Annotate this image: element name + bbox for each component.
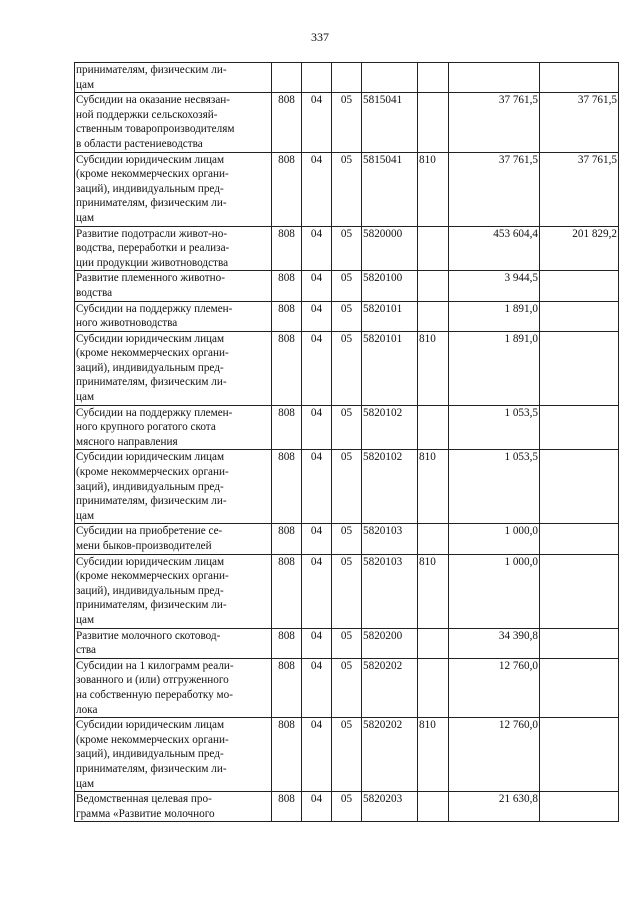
section-code-cell: 04	[302, 718, 332, 792]
expense-type-code-cell	[418, 792, 449, 822]
expense-type-code-cell	[418, 93, 449, 152]
item-name-cell: Развитие подотрасли живот-но- водства, переработки и реализа- ции продукции животноводства	[75, 226, 272, 271]
department-code-cell: 808	[272, 554, 302, 628]
table-row	[75, 301, 619, 331]
table-row	[75, 63, 619, 93]
subsection-code-cell: 05	[332, 301, 362, 331]
item-name-cell: Субсидии на поддержку племен- ного животноводства	[75, 301, 272, 331]
section-code-cell: 04	[302, 405, 332, 450]
department-code-cell: 808	[272, 628, 302, 658]
department-code-cell: 808	[272, 405, 302, 450]
department-code-cell: 808	[272, 152, 302, 226]
amount-federal-cell	[540, 524, 619, 554]
target-article-code-cell: 5820103	[362, 554, 418, 628]
department-code-cell: 808	[272, 331, 302, 405]
amount-total-cell: 12 760,0	[449, 718, 540, 792]
item-name-cell: Субсидии юридическим лицам (кроме некоммерческих органи- заций), индивидуальным пред- принимателям, физическим ли- цам	[75, 718, 272, 792]
item-name-cell: Субсидии на оказание несвязан- ной поддержки сельскохозяй- ственным товаропроизводителям в области растениеводства	[75, 93, 272, 152]
subsection-code-cell: 05	[332, 524, 362, 554]
amount-federal-cell	[540, 405, 619, 450]
item-name-cell: Ведомственная целевая про- грамма «Развитие молочного	[75, 792, 272, 822]
expense-type-code-cell: 810	[418, 554, 449, 628]
amount-federal-cell	[540, 792, 619, 822]
target-article-code-cell: 5820202	[362, 658, 418, 717]
subsection-code-cell: 05	[332, 331, 362, 405]
target-article-code-cell: 5820000	[362, 226, 418, 271]
amount-total-cell: 1 000,0	[449, 524, 540, 554]
section-code-cell: 04	[302, 450, 332, 524]
amount-total-cell: 12 760,0	[449, 658, 540, 717]
target-article-code-cell	[362, 63, 418, 93]
department-code-cell: 808	[272, 93, 302, 152]
target-article-code-cell: 5820103	[362, 524, 418, 554]
amount-total-cell: 1 000,0	[449, 554, 540, 628]
section-code-cell: 04	[302, 226, 332, 271]
table-row	[75, 718, 619, 792]
subsection-code-cell	[332, 63, 362, 93]
amount-federal-cell	[540, 301, 619, 331]
item-name-cell: Развитие молочного скотовод- ства	[75, 628, 272, 658]
item-name-cell: принимателям, физическим ли- цам	[75, 63, 272, 93]
budget-table-body	[75, 63, 619, 822]
target-article-code-cell: 5820102	[362, 405, 418, 450]
subsection-code-cell: 05	[332, 226, 362, 271]
department-code-cell: 808	[272, 792, 302, 822]
target-article-code-cell: 5820101	[362, 301, 418, 331]
department-code-cell: 808	[272, 718, 302, 792]
item-name-cell: Субсидии юридическим лицам (кроме некоммерческих органи- заций), индивидуальным пред- принимателям, физическим ли- цам	[75, 450, 272, 524]
section-code-cell: 04	[302, 554, 332, 628]
target-article-code-cell: 5820200	[362, 628, 418, 658]
amount-total-cell: 1 053,5	[449, 450, 540, 524]
amount-federal-cell	[540, 658, 619, 717]
expense-type-code-cell: 810	[418, 450, 449, 524]
subsection-code-cell: 05	[332, 152, 362, 226]
item-name-cell: Развитие племенного животно- водства	[75, 271, 272, 301]
amount-total-cell: 1 891,0	[449, 301, 540, 331]
table-row	[75, 792, 619, 822]
section-code-cell: 04	[302, 628, 332, 658]
table-row	[75, 152, 619, 226]
item-name-cell: Субсидии юридическим лицам (кроме некоммерческих органи- заций), индивидуальным пред- принимателям, физическим ли- цам	[75, 554, 272, 628]
expense-type-code-cell	[418, 271, 449, 301]
subsection-code-cell: 05	[332, 93, 362, 152]
expense-type-code-cell	[418, 63, 449, 93]
amount-federal-cell	[540, 628, 619, 658]
page-number: 337	[311, 30, 329, 44]
expense-type-code-cell: 810	[418, 152, 449, 226]
table-row	[75, 405, 619, 450]
section-code-cell: 04	[302, 331, 332, 405]
target-article-code-cell: 5820202	[362, 718, 418, 792]
expense-type-code-cell	[418, 524, 449, 554]
item-name-cell: Субсидии на приобретение се- мени быков-производителей	[75, 524, 272, 554]
table-row	[75, 450, 619, 524]
section-code-cell: 04	[302, 792, 332, 822]
expense-type-code-cell	[418, 628, 449, 658]
item-name-cell: Субсидии на 1 килограмм реали- зованного и (или) отгруженного на собственную переработку мо- лока	[75, 658, 272, 717]
amount-total-cell: 1 053,5	[449, 405, 540, 450]
amount-total-cell	[449, 63, 540, 93]
section-code-cell: 04	[302, 524, 332, 554]
expense-type-code-cell	[418, 301, 449, 331]
department-code-cell: 808	[272, 524, 302, 554]
department-code-cell: 808	[272, 450, 302, 524]
amount-total-cell: 37 761,5	[449, 152, 540, 226]
table-row	[75, 93, 619, 152]
target-article-code-cell: 5820102	[362, 450, 418, 524]
expense-type-code-cell	[418, 226, 449, 271]
table-row	[75, 331, 619, 405]
amount-federal-cell: 201 829,2	[540, 226, 619, 271]
target-article-code-cell: 5820203	[362, 792, 418, 822]
expense-type-code-cell	[418, 658, 449, 717]
amount-total-cell: 21 630,8	[449, 792, 540, 822]
section-code-cell: 04	[302, 658, 332, 717]
amount-federal-cell	[540, 554, 619, 628]
subsection-code-cell: 05	[332, 450, 362, 524]
department-code-cell: 808	[272, 226, 302, 271]
target-article-code-cell: 5820100	[362, 271, 418, 301]
amount-total-cell: 3 944,5	[449, 271, 540, 301]
subsection-code-cell: 05	[332, 271, 362, 301]
item-name-cell: Субсидии на поддержку племен- ного крупного рогатого скота мясного направления	[75, 405, 272, 450]
budget-table	[74, 62, 619, 822]
table-row	[75, 524, 619, 554]
amount-federal-cell	[540, 450, 619, 524]
subsection-code-cell: 05	[332, 405, 362, 450]
section-code-cell: 04	[302, 93, 332, 152]
target-article-code-cell: 5815041	[362, 93, 418, 152]
amount-total-cell: 1 891,0	[449, 331, 540, 405]
amount-federal-cell: 37 761,5	[540, 93, 619, 152]
department-code-cell	[272, 63, 302, 93]
section-code-cell	[302, 63, 332, 93]
expense-type-code-cell	[418, 405, 449, 450]
subsection-code-cell: 05	[332, 554, 362, 628]
section-code-cell: 04	[302, 301, 332, 331]
amount-total-cell: 453 604,4	[449, 226, 540, 271]
item-name-cell: Субсидии юридическим лицам (кроме некоммерческих органи- заций), индивидуальным пред- принимателям, физическим ли- цам	[75, 152, 272, 226]
table-row	[75, 554, 619, 628]
amount-federal-cell	[540, 63, 619, 93]
item-name-cell: Субсидии юридическим лицам (кроме некоммерческих органи- заций), индивидуальным пред- принимателям, физическим ли- цам	[75, 331, 272, 405]
subsection-code-cell: 05	[332, 658, 362, 717]
amount-federal-cell: 37 761,5	[540, 152, 619, 226]
amount-total-cell: 37 761,5	[449, 93, 540, 152]
expense-type-code-cell: 810	[418, 331, 449, 405]
subsection-code-cell: 05	[332, 718, 362, 792]
table-row	[75, 271, 619, 301]
amount-total-cell: 34 390,8	[449, 628, 540, 658]
table-row	[75, 226, 619, 271]
subsection-code-cell: 05	[332, 792, 362, 822]
table-row	[75, 628, 619, 658]
department-code-cell: 808	[272, 301, 302, 331]
table-row	[75, 658, 619, 717]
amount-federal-cell	[540, 271, 619, 301]
amount-federal-cell	[540, 718, 619, 792]
section-code-cell: 04	[302, 152, 332, 226]
target-article-code-cell: 5820101	[362, 331, 418, 405]
amount-federal-cell	[540, 331, 619, 405]
subsection-code-cell: 05	[332, 628, 362, 658]
expense-type-code-cell: 810	[418, 718, 449, 792]
target-article-code-cell: 5815041	[362, 152, 418, 226]
department-code-cell: 808	[272, 658, 302, 717]
section-code-cell: 04	[302, 271, 332, 301]
department-code-cell: 808	[272, 271, 302, 301]
